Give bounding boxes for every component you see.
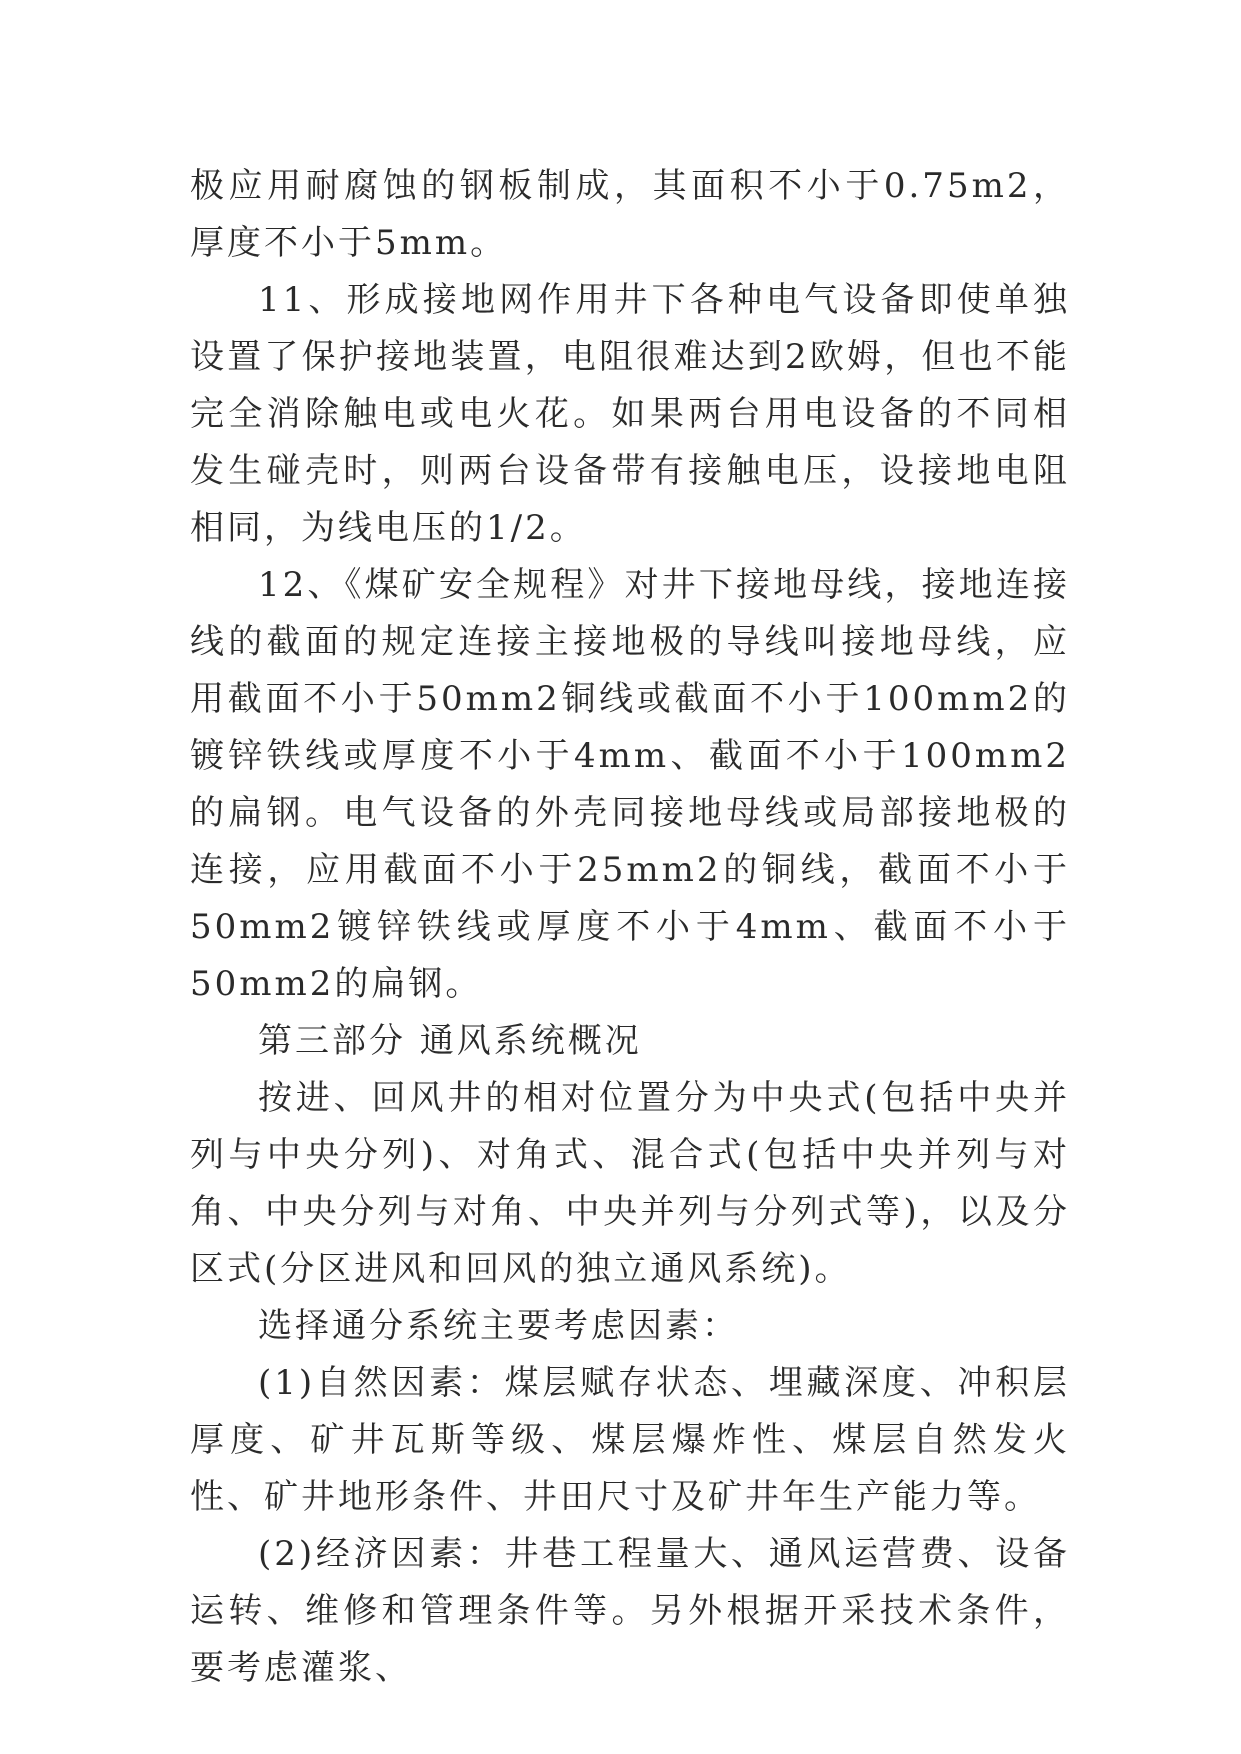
paragraph-6: (1)自然因素：煤层赋存状态、埋藏深度、冲积层厚度、矿井瓦斯等级、煤层爆炸性、煤层自然发火性、矿井地形条件、井田尺寸及矿井年生产能力等。 bbox=[190, 1363, 1070, 1517]
paragraph-3: 12、《煤矿安全规程》对井下接地母线，接地连接线的截面的规定连接主接地极的导线叫接地母线，应用截面不小于50mm2铜线或截面不小于100mm2的镀锌铁线或厚度不小于4mm、截面不小于100mm2的扁钢。电气设备的外壳同接地母线或局部接地极的连接，应用截面不小于25mm2的铜线，截面不小于50mm2镀锌铁线或厚度不小于4mm、截面不小于50mm2的扁钢。 bbox=[190, 565, 1070, 1004]
paragraph-1: 极应用耐腐蚀的钢板制成，其面积不小于0.75m2，厚度不小于5mm。 bbox=[190, 166, 1070, 263]
paragraph-4: 按进、回风井的相对位置分为中央式(包括中央并列与中央分列)、对角式、混合式(包括中央并列与对角、中央分列与对角、中央并列与分列式等)，以及分区式(分区进风和回风的独立通风系统)。 bbox=[190, 1078, 1070, 1289]
paragraph-2: 11、形成接地网作用井下各种电气设备即使单独设置了保护接地装置，电阻很难达到2欧姆，但也不能完全消除触电或电火花。如果两台用电设备的不同相发生碰壳时，则两台设备带有接触电压，设接地电阻相同，为线电压的1/2。 bbox=[190, 280, 1070, 548]
body-text bbox=[190, 158, 1070, 1697]
section-heading: 第三部分 通风系统概况 bbox=[258, 1021, 642, 1061]
paragraph-5: 选择通分系统主要考虑因素： bbox=[258, 1306, 739, 1346]
paragraph-7: (2)经济因素：井巷工程量大、通风运营费、设备运转、维修和管理条件等。另外根据开采技术条件，要考虑灌浆、 bbox=[190, 1534, 1070, 1688]
